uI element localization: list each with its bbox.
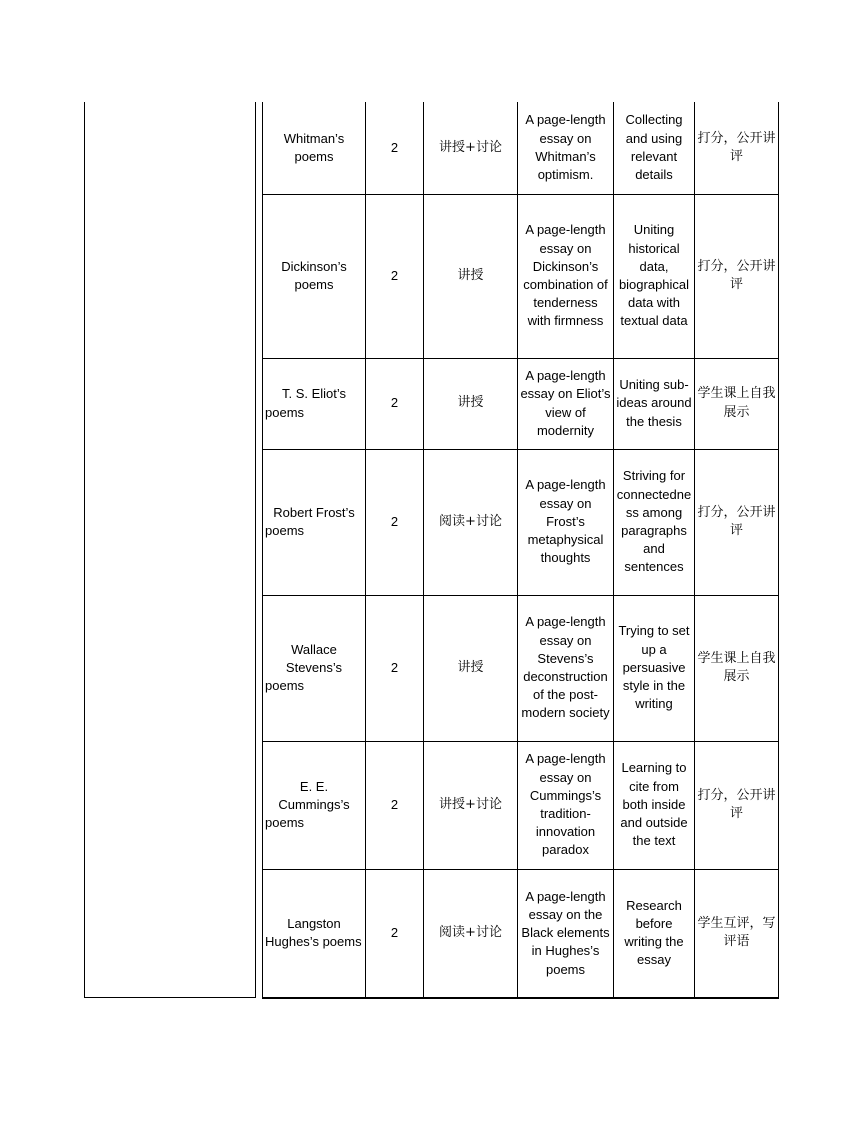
hours-cell: 2 bbox=[366, 194, 424, 358]
skill-cell: Striving for connectedness among paragraphs and sentences bbox=[614, 449, 695, 595]
skill-cell: Uniting sub-ideas around the thesis bbox=[614, 358, 695, 449]
skill-cell: Research before writing the essay bbox=[614, 869, 695, 998]
essay-cell: A page-length essay on Dickinson’s combination of tenderness with firmness bbox=[518, 194, 614, 358]
method-cell: 阅读+讨论 bbox=[424, 869, 518, 998]
hours-cell: 2 bbox=[366, 102, 424, 194]
assessment-cell: 学生课上自我展示 bbox=[695, 358, 779, 449]
table-row bbox=[263, 102, 779, 194]
left-empty-column bbox=[84, 102, 256, 998]
essay-cell: A page-length essay on Stevens’s deconstruction of the post-modern society bbox=[518, 595, 614, 741]
topic-cell: E. E. Cummings’s poems bbox=[263, 741, 366, 869]
method-cell: 讲授 bbox=[424, 358, 518, 449]
skill-cell: Collecting and using relevant details bbox=[614, 102, 695, 194]
essay-cell: A page-length essay on Frost’s metaphysical thoughts bbox=[518, 449, 614, 595]
topic-cell: Robert Frost’s poems bbox=[263, 449, 366, 595]
table-row bbox=[263, 358, 779, 449]
topic-cell: Dickinson’s poems bbox=[263, 194, 366, 358]
skill-cell: Uniting historical data, biographical data with textual data bbox=[614, 194, 695, 358]
essay-cell: A page-length essay on the Black elements in Hughes’s poems bbox=[518, 869, 614, 998]
essay-cell: A page-length essay on Whitman’s optimism. bbox=[518, 102, 614, 194]
table-row bbox=[263, 595, 779, 741]
skill-cell: Trying to set up a persuasive style in the writing bbox=[614, 595, 695, 741]
assessment-cell: 打分，公开讲评 bbox=[695, 102, 779, 194]
table-row bbox=[263, 869, 779, 998]
topic-cell: T. S. Eliot’s poems bbox=[263, 358, 366, 449]
topic-cell: Whitman’s poems bbox=[263, 102, 366, 194]
essay-cell: A page-length essay on Eliot’s view of modernity bbox=[518, 358, 614, 449]
topic-cell: Langston Hughes’s poems bbox=[263, 869, 366, 998]
assessment-cell: 学生互评，写评语 bbox=[695, 869, 779, 998]
table-row bbox=[263, 449, 779, 595]
hours-cell: 2 bbox=[366, 741, 424, 869]
course-schedule-table bbox=[262, 102, 779, 999]
topic-cell: Wallace Stevens’s poems bbox=[263, 595, 366, 741]
assessment-cell: 打分，公开讲评 bbox=[695, 449, 779, 595]
table-row bbox=[263, 194, 779, 358]
hours-cell: 2 bbox=[366, 358, 424, 449]
assessment-cell: 学生课上自我展示 bbox=[695, 595, 779, 741]
hours-cell: 2 bbox=[366, 449, 424, 595]
assessment-cell: 打分，公开讲评 bbox=[695, 194, 779, 358]
table-row bbox=[263, 741, 779, 869]
method-cell: 阅读+讨论 bbox=[424, 449, 518, 595]
assessment-cell: 打分，公开讲评 bbox=[695, 741, 779, 869]
method-cell: 讲授 bbox=[424, 194, 518, 358]
method-cell: 讲授+讨论 bbox=[424, 102, 518, 194]
hours-cell: 2 bbox=[366, 869, 424, 998]
essay-cell: A page-length essay on Cummings’s tradition-innovation paradox bbox=[518, 741, 614, 869]
hours-cell: 2 bbox=[366, 595, 424, 741]
method-cell: 讲授 bbox=[424, 595, 518, 741]
skill-cell: Learning to cite from both inside and outside the text bbox=[614, 741, 695, 869]
method-cell: 讲授+讨论 bbox=[424, 741, 518, 869]
